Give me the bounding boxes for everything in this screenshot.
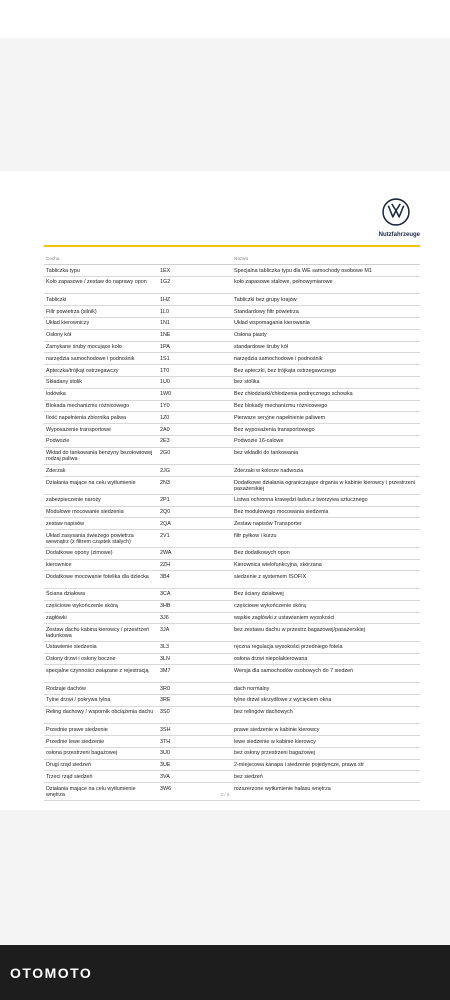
footer-bar <box>0 945 450 1000</box>
table-row <box>44 548 420 560</box>
cell-name: bez osłony przestrzeni bagażowej <box>234 750 315 757</box>
cell-code: 1N1 <box>160 320 170 327</box>
cell-feature: Działania mające na celu wytłumienie <box>46 479 136 486</box>
otomoto-logo[interactable]: OTOMOTO <box>10 965 93 981</box>
table-row <box>44 613 420 625</box>
cell-feature: Zestaw dachu kabina kierowcy / przestrzeń ładunkowa <box>46 626 150 639</box>
cell-feature: Podwozie <box>46 438 70 445</box>
cell-feature: zagłówki <box>46 615 67 621</box>
table-row <box>44 695 420 707</box>
table-row <box>44 377 420 389</box>
cell-name: Bez dodatkowych opon <box>234 550 290 557</box>
cell-feature: zabezpieczenie naroży <box>46 497 101 504</box>
table-row <box>44 448 420 466</box>
cell-code: 3S0 <box>160 709 170 716</box>
cell-name: lewe siedzenie w kabinie kierowcy <box>234 738 316 745</box>
table-row <box>44 330 420 342</box>
cell-code: 3B4 <box>160 573 170 580</box>
table-row <box>44 401 420 413</box>
table-row <box>44 560 420 572</box>
cell-feature: Zderzak <box>46 467 66 474</box>
cell-feature: Działania mające na celu wytłumienie wnętrza <box>46 785 136 798</box>
equipment-table <box>44 255 420 801</box>
cell-feature: Apteczka/trójkąt ostrzegawczy <box>46 367 119 374</box>
table-row <box>44 389 420 401</box>
cell-name: Kierownica wielofunkcyjna, skórzana <box>234 562 322 569</box>
cell-code: 3LN <box>160 656 170 663</box>
cell-feature: Ilość napełnienia zbiornika paliwa <box>46 414 127 421</box>
cell-feature: Koło zapasowe / zestaw do naprawy opon <box>46 279 147 286</box>
cell-code: 3TH <box>160 738 171 745</box>
table-row <box>44 436 420 448</box>
cell-code: 3M7 <box>160 667 171 674</box>
cell-name: wąskie zagłówki z ustawianiem wysokości <box>234 615 335 621</box>
cell-feature: lodówka <box>46 391 66 398</box>
cell-feature: Osłony drzwi i osłony boczne <box>46 656 116 663</box>
table-row <box>44 306 420 318</box>
table-row <box>44 530 420 548</box>
table-row <box>44 277 420 295</box>
cell-name: osłona drzwi niepolakierowana <box>234 656 308 663</box>
cell-name: Dodatkowe działania ograniczające drgania w kabinie kierowcy i przestrzeni pasażerskiej <box>234 479 415 492</box>
cell-code: 3CA <box>160 591 171 598</box>
cell-name: Bez ściany działowej <box>234 591 284 598</box>
cell-name: bez siedzeń <box>234 773 263 780</box>
cell-name: Listwa ochronna krawędzi ładun.z tworzywa sztucznego <box>234 497 368 504</box>
cell-code: 2Q0 <box>160 509 171 516</box>
cell-feature: Modułowe mocowanie siedzenia <box>46 509 124 516</box>
table-row <box>44 465 420 477</box>
cell-name: Układ wspomagania kierowania <box>234 320 310 327</box>
cell-code: 1L0 <box>160 308 169 315</box>
cell-name: Osłona piasty <box>234 332 267 339</box>
cell-name: tylne drzwi skrzydłowe z wycięciem okna <box>234 697 332 704</box>
cell-feature: Tylne drzwi / pokrywa tylna <box>46 697 111 704</box>
table-header <box>44 255 420 265</box>
cell-code: 3RE <box>160 697 171 704</box>
cell-name: rozszerzone wytłumienie hałasu wnętrza <box>234 785 331 792</box>
table-body <box>44 265 420 801</box>
cell-feature: częściowe wykończenie skórą <box>46 603 118 610</box>
table-row <box>44 507 420 519</box>
table-row <box>44 624 420 642</box>
cell-name: Bez modułowego mocowania siedzenia <box>234 509 329 516</box>
table-row <box>44 424 420 436</box>
cell-name: bez stolika <box>234 379 260 386</box>
cell-name: Bez chłodziarki/chłodzenia podręcznego schowka <box>234 391 353 398</box>
table-row <box>44 412 420 424</box>
cell-code: 1G2 <box>160 279 171 286</box>
cell-name: Podwozie 16-calowe <box>234 438 284 445</box>
table-row <box>44 683 420 695</box>
top-background <box>0 38 450 171</box>
cell-code: 3HB <box>160 603 171 610</box>
table-row <box>44 589 420 601</box>
cell-code: 1PA <box>160 344 170 351</box>
table-row <box>44 771 420 783</box>
cell-code: 3UE <box>160 762 171 769</box>
cell-feature: Trzeci rząd siedzeń <box>46 773 93 780</box>
table-row <box>44 318 420 330</box>
cell-code: 1NE <box>160 332 171 339</box>
cell-code: 1Z0 <box>160 414 170 421</box>
cell-name: bez zestawu dachu w przestrz.bagażowej/pasażerskiej <box>234 626 365 633</box>
cell-code: 2P1 <box>160 497 170 504</box>
cell-code: 2V1 <box>160 532 170 539</box>
cell-code: 2WA <box>160 550 172 557</box>
cell-name: filtr pyłkow i kurzu <box>234 532 277 539</box>
cell-feature: osłona przestrzeni bagażowej <box>46 750 118 757</box>
cell-name: Standardowy filtr powietrza <box>234 308 299 315</box>
cell-feature: Układ kierowniczy <box>46 320 90 327</box>
cell-name: narzędzia samochodowe i podnośnik <box>234 355 323 362</box>
table-row <box>44 748 420 760</box>
cell-feature: Blokada mechanizmu różnicowego <box>46 403 130 410</box>
table-row <box>44 736 420 748</box>
cell-feature: Ustawienie siedzenia <box>46 644 97 651</box>
cell-name: Pierwsze seryjne napełnienie paliwem <box>234 414 326 421</box>
cell-code: 1HZ <box>160 296 171 303</box>
table-row <box>44 518 420 530</box>
cell-feature: Rodzaje dachów <box>46 685 86 692</box>
table-row <box>44 265 420 277</box>
cell-code: 3R0 <box>160 685 170 692</box>
cell-feature: Przednie prawe siedzenie <box>46 726 108 733</box>
cell-code: 1Y0 <box>160 403 170 410</box>
cell-feature: Tabliczki <box>46 296 67 303</box>
cell-feature: Reling dachowy / wspornik obciążenia dachu <box>46 709 154 716</box>
vw-logo-icon <box>382 198 410 226</box>
cell-feature: Przednie lewe siedzenie <box>46 738 105 745</box>
cell-name: bez relingów dachowych <box>234 709 293 716</box>
header-name: Nazwa <box>234 256 249 261</box>
cell-feature: Składany stolik <box>46 379 82 386</box>
cell-feature: Osłony kół <box>46 332 72 339</box>
cell-name: Bez wyposażenia transportowego <box>234 426 315 433</box>
cell-code: 2QA <box>160 520 171 527</box>
cell-code: 2N3 <box>160 479 170 486</box>
cell-feature: specjalne czynności związane z rejestracją <box>46 667 149 674</box>
cell-code: 3W6 <box>160 785 172 792</box>
cell-code: 2A0 <box>160 426 170 433</box>
table-row <box>44 707 420 725</box>
cell-name: Specjalna tabliczka typu dla WE samochody osobowe M1 <box>234 267 372 274</box>
cell-name: koło zapasowe stalowe, pełnowymiarowe <box>234 279 333 286</box>
bottom-background <box>0 810 450 945</box>
cell-name: Wersja dla samochodów osobowych do 7 siedzeń <box>234 667 354 674</box>
cell-code: 2E3 <box>160 438 170 445</box>
cell-code: 3SH <box>160 726 171 733</box>
cell-feature: Filtr powietrza (silnik) <box>46 308 97 315</box>
cell-name: standardowe śruby kół <box>234 344 288 351</box>
cell-name: prawe siedzenie w kabinie kierowcy <box>234 726 320 733</box>
table-row <box>44 294 420 306</box>
cell-feature: Ściana działowa <box>46 591 85 598</box>
table-row <box>44 342 420 354</box>
table-row <box>44 642 420 654</box>
cell-code: 3U0 <box>160 750 170 757</box>
cell-name: Bez apteczki, bez trójkąta ostrzegawczego <box>234 367 336 374</box>
header-feature: Cecha <box>46 256 60 261</box>
cell-feature: Zamykane śruby mocujące koło <box>46 344 122 351</box>
table-row <box>44 760 420 772</box>
cell-name: siedzenie z systemem ISOFIX <box>234 573 307 580</box>
cell-name: Zestaw napisów Transporter <box>234 520 302 527</box>
cell-code: 2JG <box>160 467 170 474</box>
cell-feature: kierownice <box>46 562 72 569</box>
cell-feature: Układ zasysania świeżego powietrza wewnątrz (z filtrem cząstek stałych) <box>46 532 134 545</box>
cell-feature: narzędzia samochodowe i podnośnik <box>46 355 135 362</box>
cell-code: 2ZH <box>160 562 171 569</box>
cell-code: 1U0 <box>160 379 170 386</box>
cell-code: 2G0 <box>160 450 171 457</box>
cell-feature: Wkład do tankowania benzyny bezołowiowej rodzaj paliwa <box>46 450 153 463</box>
table-row <box>44 665 420 683</box>
cell-code: 1W0 <box>160 391 172 398</box>
cell-feature: Dodatkowe mocowanie fotelika dla dziecka <box>46 573 149 580</box>
table-row <box>44 724 420 736</box>
header-rule <box>44 245 420 247</box>
cell-feature: zestaw napisów <box>46 520 85 527</box>
cell-code: 3J6 <box>160 615 169 621</box>
cell-feature: Dodatkowe opony (zimowe) <box>46 550 113 557</box>
table-row <box>44 571 420 589</box>
table-row <box>44 495 420 507</box>
cell-code: 3JA <box>160 626 170 633</box>
brand-name: Nutzfahrzeuge <box>378 232 420 238</box>
table-row <box>44 601 420 613</box>
cell-code: 3VA <box>160 773 170 780</box>
table-row <box>44 353 420 365</box>
cell-feature: Wyposażenie transportowe <box>46 426 111 433</box>
cell-feature: Drugi rząd siedzeń <box>46 762 91 769</box>
cell-name: dach normalny <box>234 685 270 692</box>
cell-feature: Tabliczka typu <box>46 267 80 274</box>
cell-name: Bez blokady mechanizmu różnicowego <box>234 403 328 410</box>
table-row <box>44 654 420 666</box>
cell-name: Zderzaki w kolorze nadwozia <box>234 467 304 474</box>
cell-code: 1S1 <box>160 355 170 362</box>
cell-name: częściowe wykończenie skórą <box>234 603 306 610</box>
cell-name: 2-miejscowa kanapa i siedzenie pojedyncze, prawa str <box>234 762 365 769</box>
cell-code: 1T0 <box>160 367 170 374</box>
cell-name: ręczna regulacja wysokości przedniego fotela <box>234 644 343 651</box>
cell-name: Tabliczki bez grupy krajów <box>234 296 297 303</box>
page-number: 2 / 6 <box>220 792 230 797</box>
table-row <box>44 365 420 377</box>
table-row <box>44 477 420 495</box>
cell-code: 3L3 <box>160 644 169 651</box>
cell-name: bez wkładki do tankowania <box>234 450 299 457</box>
cell-code: 1EX <box>160 267 171 274</box>
